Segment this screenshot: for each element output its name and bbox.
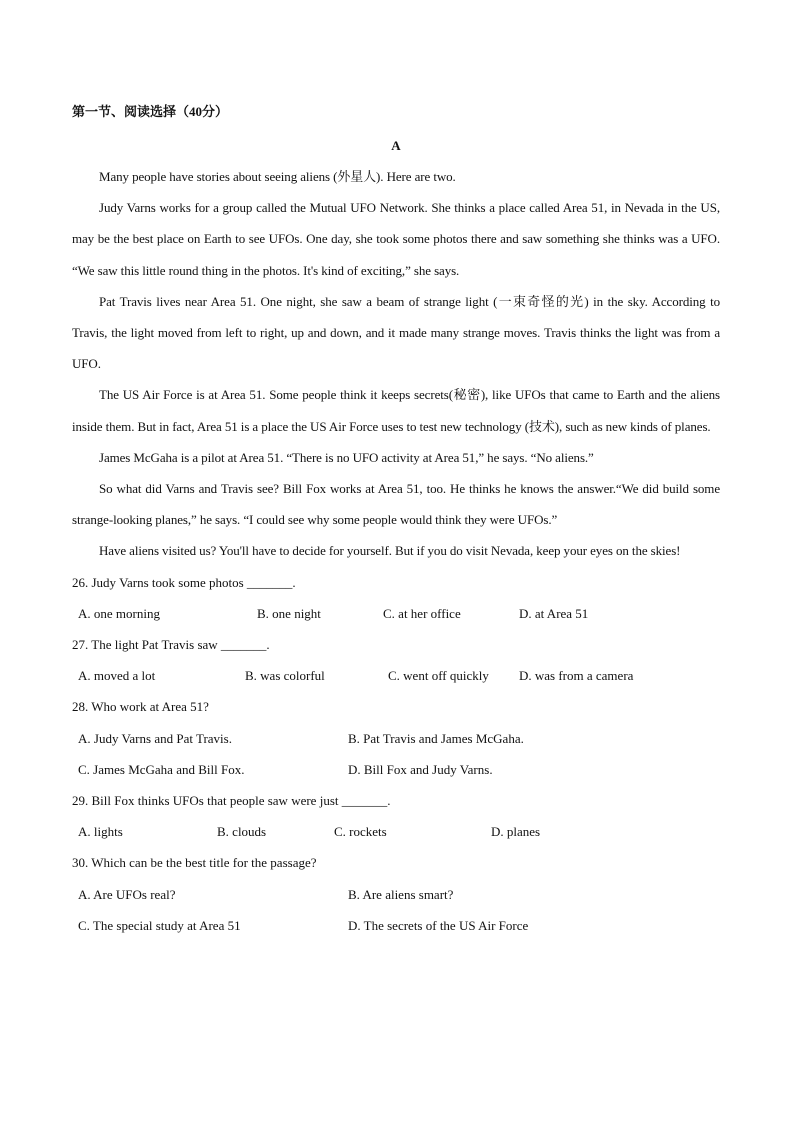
question-stem: 26. Judy Varns took some photos _______. (72, 574, 296, 590)
option-b: B. Pat Travis and James McGaha. (348, 730, 524, 746)
question-stem: 30. Which can be the best title for the passage? (72, 855, 317, 871)
option-c: C. rockets (334, 824, 387, 840)
option-a: A. Are UFOs real? (78, 886, 176, 902)
question-options (72, 660, 720, 691)
option-b: B. Are aliens smart? (348, 886, 454, 902)
option-d: D. The secrets of the US Air Force (348, 917, 529, 933)
option-d: D. was from a camera (519, 668, 634, 684)
option-a: A. Judy Varns and Pat Travis. (78, 730, 232, 746)
option-c: C. went off quickly (388, 668, 489, 684)
option-d: D. at Area 51 (519, 605, 589, 621)
passage-paragraph: Many people have stories about seeing aliens (外星人). Here are two. (99, 169, 456, 184)
question-options (72, 598, 720, 629)
question-stem: 29. Bill Fox thinks UFOs that people saw were just _______. (72, 792, 391, 808)
passage-paragraph: So what did Varns and Travis see? Bill Fox works at Area 51, too. He thinks he knows the answer.“We did build some strange-looking planes,” he says. “I could see why some people would think they were UFOs.” (72, 481, 720, 528)
passage-paragraph: Pat Travis lives near Area 51. One night, she saw a beam of strange light (一束奇怪的光) in the sky. According to Travis, the light moved from left to right, up and down, and it made many strange moves. Travis thinks the light was from a UFO. (72, 293, 720, 372)
option-b: B. clouds (217, 824, 267, 840)
question-stem: 27. The light Pat Travis saw _______. (72, 637, 270, 653)
option-a: A. lights (78, 824, 123, 840)
part-title: A (391, 138, 401, 153)
option-a: A. one morning (78, 605, 160, 621)
option-d: D. Bill Fox and Judy Varns. (348, 761, 493, 777)
question-stem: 28. Who work at Area 51? (72, 699, 209, 715)
option-d: D. planes (491, 824, 541, 840)
passage-paragraph: Have aliens visited us? You'll have to decide for yourself. But if you do visit Nevada, keep your eyes on the skies! (99, 543, 681, 559)
section-title: 第一节、阅读选择（40分） (72, 104, 229, 119)
passage-paragraph: James McGaha is a pilot at Area 51. “There is no UFO activity at Area 51,” he says. “No aliens.” (99, 449, 594, 465)
question-options (72, 723, 720, 754)
option-a: A. moved a lot (78, 668, 156, 684)
question-options (72, 879, 720, 910)
passage-paragraph: Judy Varns works for a group called the Mutual UFO Network. She thinks a place called Area 51, in Nevada in the US, may be the best place on Earth to see UFOs. One day, she took some photos there and saw something she thinks was a UFO. “We saw this little round thing in the photos. It's kind of exciting,” she says. (72, 200, 720, 278)
option-c: C. The special study at Area 51 (78, 917, 241, 933)
passage-paragraph: The US Air Force is at Area 51. Some people think it keeps secrets(秘密), like UFOs that came to Earth and the aliens inside them. But in fact, Area 51 is a place the US Air Force uses to test new technology (技术), such as new kinds of planes. (72, 387, 720, 434)
question-options (72, 754, 720, 785)
option-b: B. one night (257, 605, 321, 621)
question-options (72, 816, 720, 847)
exam-page (72, 100, 720, 941)
option-b: B. was colorful (245, 668, 325, 684)
question-options (72, 910, 720, 941)
option-c: C. at her office (383, 605, 461, 621)
option-c: C. James McGaha and Bill Fox. (78, 761, 245, 777)
